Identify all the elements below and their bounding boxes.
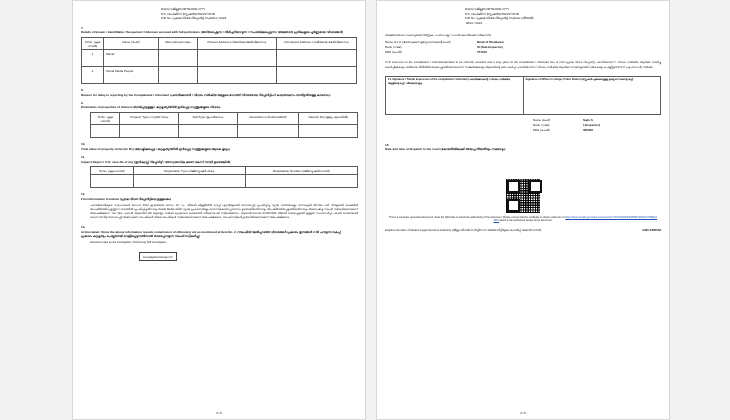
- cell-property-type: [120, 125, 179, 138]
- fir-number-label: FIR No. (പ്രഥമ വിവര റിപ്പോർട്ട് നം): [465, 16, 514, 21]
- page-header-right: [465, 7, 661, 26]
- section-8: [81, 88, 357, 97]
- officer-pen-label: PEN (പെൻ): [533, 127, 550, 132]
- helpline-row: [385, 228, 661, 232]
- col-description: Description (വിവരണങ്ങൾ): [237, 113, 298, 125]
- page-number-right: 4 / 5: [520, 411, 526, 415]
- verification-url-link[interactable]: https://tksvs.kerala.gov.in/document/verify/?=DOC000000345584CD6A4A7008E104001: [493, 215, 657, 223]
- officer-rank-value: I (Inspector): [583, 122, 601, 127]
- signature-table: [385, 76, 661, 115]
- page-footer-left: [73, 411, 365, 415]
- col-alias: Alias (അപരനാമം): [159, 38, 198, 50]
- section-7: [81, 26, 357, 35]
- section-12: [81, 192, 357, 201]
- cell-slno: [91, 175, 134, 188]
- cell-alias: [159, 67, 198, 84]
- section-11-title: Inquest Report / U.D. case No.,if any (ഇൻക്വസ്റ്റ് റിപ്പോർട്ട് / അസ്വാഭാവിക മരണ കേസ് നമ്പർ ഉണ്ടെങ്കിൽ): [81, 159, 231, 164]
- section-10: [81, 142, 357, 151]
- complainant-signature-cell: [386, 76, 524, 114]
- qr-code-icon: [505, 178, 541, 214]
- table-row: [82, 67, 357, 84]
- io-name-value: Nimin K Dinakaran: [477, 40, 504, 45]
- section-11: [81, 155, 357, 164]
- col-sub-type: Sub/Type (ഉപവിഭാഗം): [179, 113, 238, 125]
- fir-number-value: Date (തീയതി): [513, 16, 534, 21]
- officer-pen-row: [533, 128, 661, 133]
- io-rank-value: SI (Sub-Inspector): [477, 45, 503, 50]
- district-value: KOZHIKODE CITY: [179, 7, 206, 11]
- document-page-right: [376, 0, 670, 420]
- io-pen-row: [385, 50, 661, 55]
- helpline-value: 0495-2365048: [642, 228, 661, 233]
- date-value: 0814 / 2024: [465, 20, 483, 25]
- section-11-number: 11.: [81, 155, 86, 160]
- officer-name-value: Sajiv S: [583, 117, 593, 122]
- property-table: [90, 112, 358, 138]
- cell-registration-number: [245, 175, 357, 188]
- section-9: [81, 101, 357, 110]
- section-13-number: 13.: [81, 225, 86, 230]
- district-label: District (ജില്ല): [161, 7, 180, 11]
- police-station-label: P.S. (പോലീസ് സ്റ്റേഷൻ): [161, 11, 196, 16]
- officer-details: [533, 118, 661, 133]
- verification-note-tail: which is the authorized design of the document.: [499, 219, 553, 223]
- io-details: [385, 40, 661, 55]
- cell-name: Manaf: [104, 50, 159, 67]
- section-9-number: 9.: [81, 101, 84, 106]
- cell-slno: 1: [82, 50, 104, 67]
- page-number-left: 3 / 5: [216, 411, 222, 415]
- section-13: [81, 225, 357, 238]
- section-9-title: Particulars of properties of interest (താൽപ്പര്യമുള്ള / കുറ്റകൃത്യത്തിൽ ഉൾപ്പെട്ട സ്വത്തുക്കളുടെ വിവരം): [81, 105, 221, 110]
- section-8-number: 8.: [81, 88, 84, 93]
- section-10-title: Total value of property stolen (In Rs) (മോഷ്ടിക്കപ്പെട്ട / കുറ്റകൃത്യത്തിൽ ഉൾപ്പെട്ട സ്വത്തുക്കളുടെ ആകെ മൂല്യം): [81, 146, 230, 151]
- helpline-label: Helpline Number of District Legal Services Authority (ജില്ലാ ലീഗൽ സർവ്വീസസ് അതോറിറ്റിയുടെ ഹെൽപ്പ് ലൈൻ നമ്പർ): [385, 228, 542, 233]
- table-header-row: [91, 167, 358, 175]
- fir-contents-text: പരാതിക്കാരിയുടെ സഹോദരൻ മനാഫ് 2024 ഇക്കഴിഞ്ഞ മാസം 16 ാം തീയതി കിളളിയിൽ വെച്ച് എന്റെയുമായി ബന്ധപ്പെട്ട് പ്രചരിപ്പിച്ച വ്യാജ വാർത്തകളും സോഷ്യൽ മീഡിയ വഴി നിന്ദ്യമായി ഭാഷയിൽ അപകീർത്തിപ്പെടുത്തുന്ന തരത്തിൽ പ്രചരിപ്പിച്ചതിനാലും Social Media യിൽ വ്യാജ പ്രചരണങ്ങളും മാനസികമായി പ്രയാസം ഉണ്ടാക്കിയതിനാലും അപകീർത്തിപ്പെടുത്തിയതിനാലും അന്വേഷിച്ച് നടപടി സ്വീകരിക്കണമെന്ന് അപേക്ഷിക്കുന്നു. You tube ചാനൽ ആയതിനാൽ ആയതും നൽകി കുറ്റക്കാരെ കണ്ടെത്തി നിയമനടപടി സ്വീകരിക്കണം. ആയതിനാലായ 02.08.2024 തീയതി രാഖപ്പെടുത്തി ഉള്ളത് സംബന്ധിച്ച് പരാതി കാരുണ്ടായി തന്നെ് നേരിട്ട് ബന്ധപ്പെട്ട് അന്വേഷണ നടപടികൾ നിയമ നടപടികൾ സ്വീകരിക്കണമെന്ന് അപേക്ഷിക്കുന്നു. നടപടി സ്വീകരിച്ച് അറിയിക്കണമെന്ന് അപേക്ഷിക്കുന്നു.: [90, 203, 358, 220]
- document-page-left: [72, 0, 366, 420]
- verification-note: [389, 216, 657, 223]
- fir-number-value: 0014 / 2024: [209, 16, 227, 21]
- inquest-table: [90, 166, 358, 188]
- cell-slno: 2: [82, 67, 104, 84]
- officer-signature-cell: [523, 76, 661, 114]
- section-7-title: Details of known / identifiable / Suspected / Unknown accused with full particulars (അറിയപ്പെടുന്ന / തിരിച്ചറിയാവുന്ന / സംശയിക്കപ്പെടുന്ന / അജ്ഞാത പ്രതികളുടെ പൂർണ്ണമായ വിവരങ്ങൾ): [81, 30, 344, 35]
- cell-present-address: [197, 50, 277, 67]
- section-12-title: First Information Contents (പ്രഥമ വിവര റിപ്പോർട്ടിലെ ഉള്ളടക്കം): [81, 196, 172, 201]
- officer-pen-value: 365350: [583, 127, 594, 132]
- col-registration-type: Registration Type (രജിസ്ട്രേഷൻ തരം): [133, 167, 245, 175]
- officer-name-label: Name (പേര്): [533, 117, 551, 122]
- col-present-address: Present Address (നിലവിലെ മേൽവിലാസം): [197, 38, 277, 50]
- table-row: [82, 50, 357, 67]
- section-13-title: Action taken: Since the above information reveals commission of offence(s) u/s as mentioned at Item No. 2, (നടപടിയ് മേൽപ്പറഞ്ഞ വിവരങ്ങൾ പ്രകാരം ഇനങ്ങൾ 2 ൽ പറയുന്ന വകുപ്പ് പ്രകാരം കുറ്റകൃത്യം ചെയ്തതായി വെളിപ്പെടുന്നതിനാൽ താഴെപ്പറയുന്ന നടപടി സ്വീകരിച്ചു): [81, 229, 341, 239]
- cell-name: Social Media People: [104, 67, 159, 84]
- police-station-label: P.S. (പോലീസ് സ്റ്റേഷൻ): [465, 11, 500, 16]
- section-15: [385, 143, 661, 152]
- cell-sub-type: [179, 125, 238, 138]
- cell-permanent-address: [277, 67, 357, 84]
- action-taken-subtext: Directed to take up the investigation / Performing Self investigation: [90, 241, 167, 245]
- cell-registration-type: [133, 175, 245, 188]
- fir-number-label: FIR No. (പ്രഥമ വിവര റിപ്പോർട്ട് നം): [161, 16, 210, 21]
- accused-table: [81, 37, 357, 84]
- io-pen-value: 757910: [477, 50, 488, 55]
- col-slno: Sl.No. (ക്രമ നമ്പർ): [91, 167, 134, 175]
- cell-value: [299, 125, 358, 138]
- section-8-title: Reason for delay in reporting by the Complainant / Informant (പരാതിക്കാരൻ / വിവരം നൽകിയ ആളുടെ ഭാഗത്ത് നിന്നുണ്ടായ റിപ്പോർട്ടിംഗ് കാലതാമസം നേരിട്ടതിനുള്ള കാരണം):: [81, 92, 331, 97]
- io-rank-label: Rank (റാങ്ക്): [385, 45, 402, 50]
- officer-rank-label: Rank (റാങ്ക്): [533, 122, 550, 127]
- col-value: Value(In Rs) (മൂല്യം രൂപയിൽ): [299, 113, 358, 125]
- section-15-number: 15.: [385, 143, 390, 147]
- cell-present-address: [197, 67, 277, 84]
- col-name: Name (പേര്): [104, 38, 159, 50]
- verification-note-text: This is a computer generated document. Scan the QR Code to check the authenticity of the document. Please ensure that the certificate is shown under the url: [389, 215, 565, 219]
- section-15-title: Date and time of dispatch to the court (കോടതിയിലേക്ക് അയച്ച തീയതിയും സമയവും): [385, 147, 506, 152]
- section-10-number: 10.: [81, 142, 86, 147]
- investigation-assign-io-button[interactable]: Investigation/Assign IO: [139, 252, 177, 260]
- table-row: [91, 175, 358, 188]
- district-label: District (ജില്ല): [465, 7, 484, 11]
- police-station-value: CHEVAYOOR: [499, 11, 520, 16]
- cell-alias: [159, 50, 198, 67]
- col-permanent-address: Permanent Address (സ്ഥിരമായ മേൽവിലാസം): [277, 38, 357, 50]
- section-7-number: 7.: [81, 25, 84, 30]
- cell-permanent-address: [277, 50, 357, 67]
- section-12-number: 12.: [81, 192, 86, 197]
- handover-note: F.I.R read over to the complainant / informant,admitted to be correctly recorded and a copy given to the complainant / informant free of cost (പ്രഥമ വിവര റിപ്പോർട്ട് പരാതിക്കാരന് / വിവരം നൽകിയ ആൾക്ക് വായിച്ചു കേൾപ്പിക്കുകയും ശരിയായ രീതിയിൽ രേഖപ്പെടുത്തിയതാണെന്ന് സമ്മതിക്കുകയും ആയതിന്റെ ഒരു പകർപ്പ് പരാതിക്കാരന് / വിവരം നൽകിയ ആൾക്ക് സൗജന്യമായി നൽകുകയും ചെയ്തിട്ടുണ്ട് F.O.C (എഫ്.ഒ.സി) നൽകി): [385, 61, 661, 69]
- page-header-left: [161, 7, 357, 21]
- district-value: KOZHIKODE CITY: [483, 7, 510, 11]
- qr-code-block: [385, 178, 661, 214]
- col-property-type: Property Type (സ്വത്ത് തരം): [120, 113, 179, 125]
- page-footer-right: [377, 411, 669, 415]
- investigation-top-note: (അജ്ഞാതമായ സംഭവവുമായി നിർത്തുക, റഫർ ചെയ്ത് / റഫറൽ കേസിലേക്ക് നൽകുന്നത്): [385, 33, 492, 37]
- col-slno: Sl.No. (ക്രമ നമ്പർ): [82, 38, 104, 50]
- officer-signature-label: Signature of Officer in charge, Police Station (സ്റ്റേഷൻ ചുമതലയുള്ള ഉദ്യോഗസ്ഥന്റെ ഒപ്പ്): [525, 78, 634, 82]
- police-station-value: CHEVAYOOR: [195, 11, 216, 16]
- cell-description: [237, 125, 298, 138]
- col-registration-number: Registration Number (രജിസ്ട്രേഷൻ നമ്പർ): [245, 167, 357, 175]
- io-name-label: Name of I.O (അന്വേഷണ ഉദ്യോഗസ്ഥന്റെ പേര്): [385, 40, 451, 45]
- complainant-signature-label: 14. Signature / Thumb impression of the complainant / Informant (പരാതിക്കാരന്റെ / വിവരം നൽകിയ ആളിന്റെ ഒപ്പ് / വിരലടയാളം): [388, 78, 510, 85]
- table-header-row: [386, 76, 661, 114]
- table-header-row: [91, 113, 358, 125]
- col-slno: Sl.No. (ക്രമ നമ്പർ): [91, 113, 120, 125]
- table-row: [91, 125, 358, 138]
- io-pen-label: PEN (പെൻ): [385, 50, 402, 55]
- table-header-row: [82, 38, 357, 50]
- cell-slno: [91, 125, 120, 138]
